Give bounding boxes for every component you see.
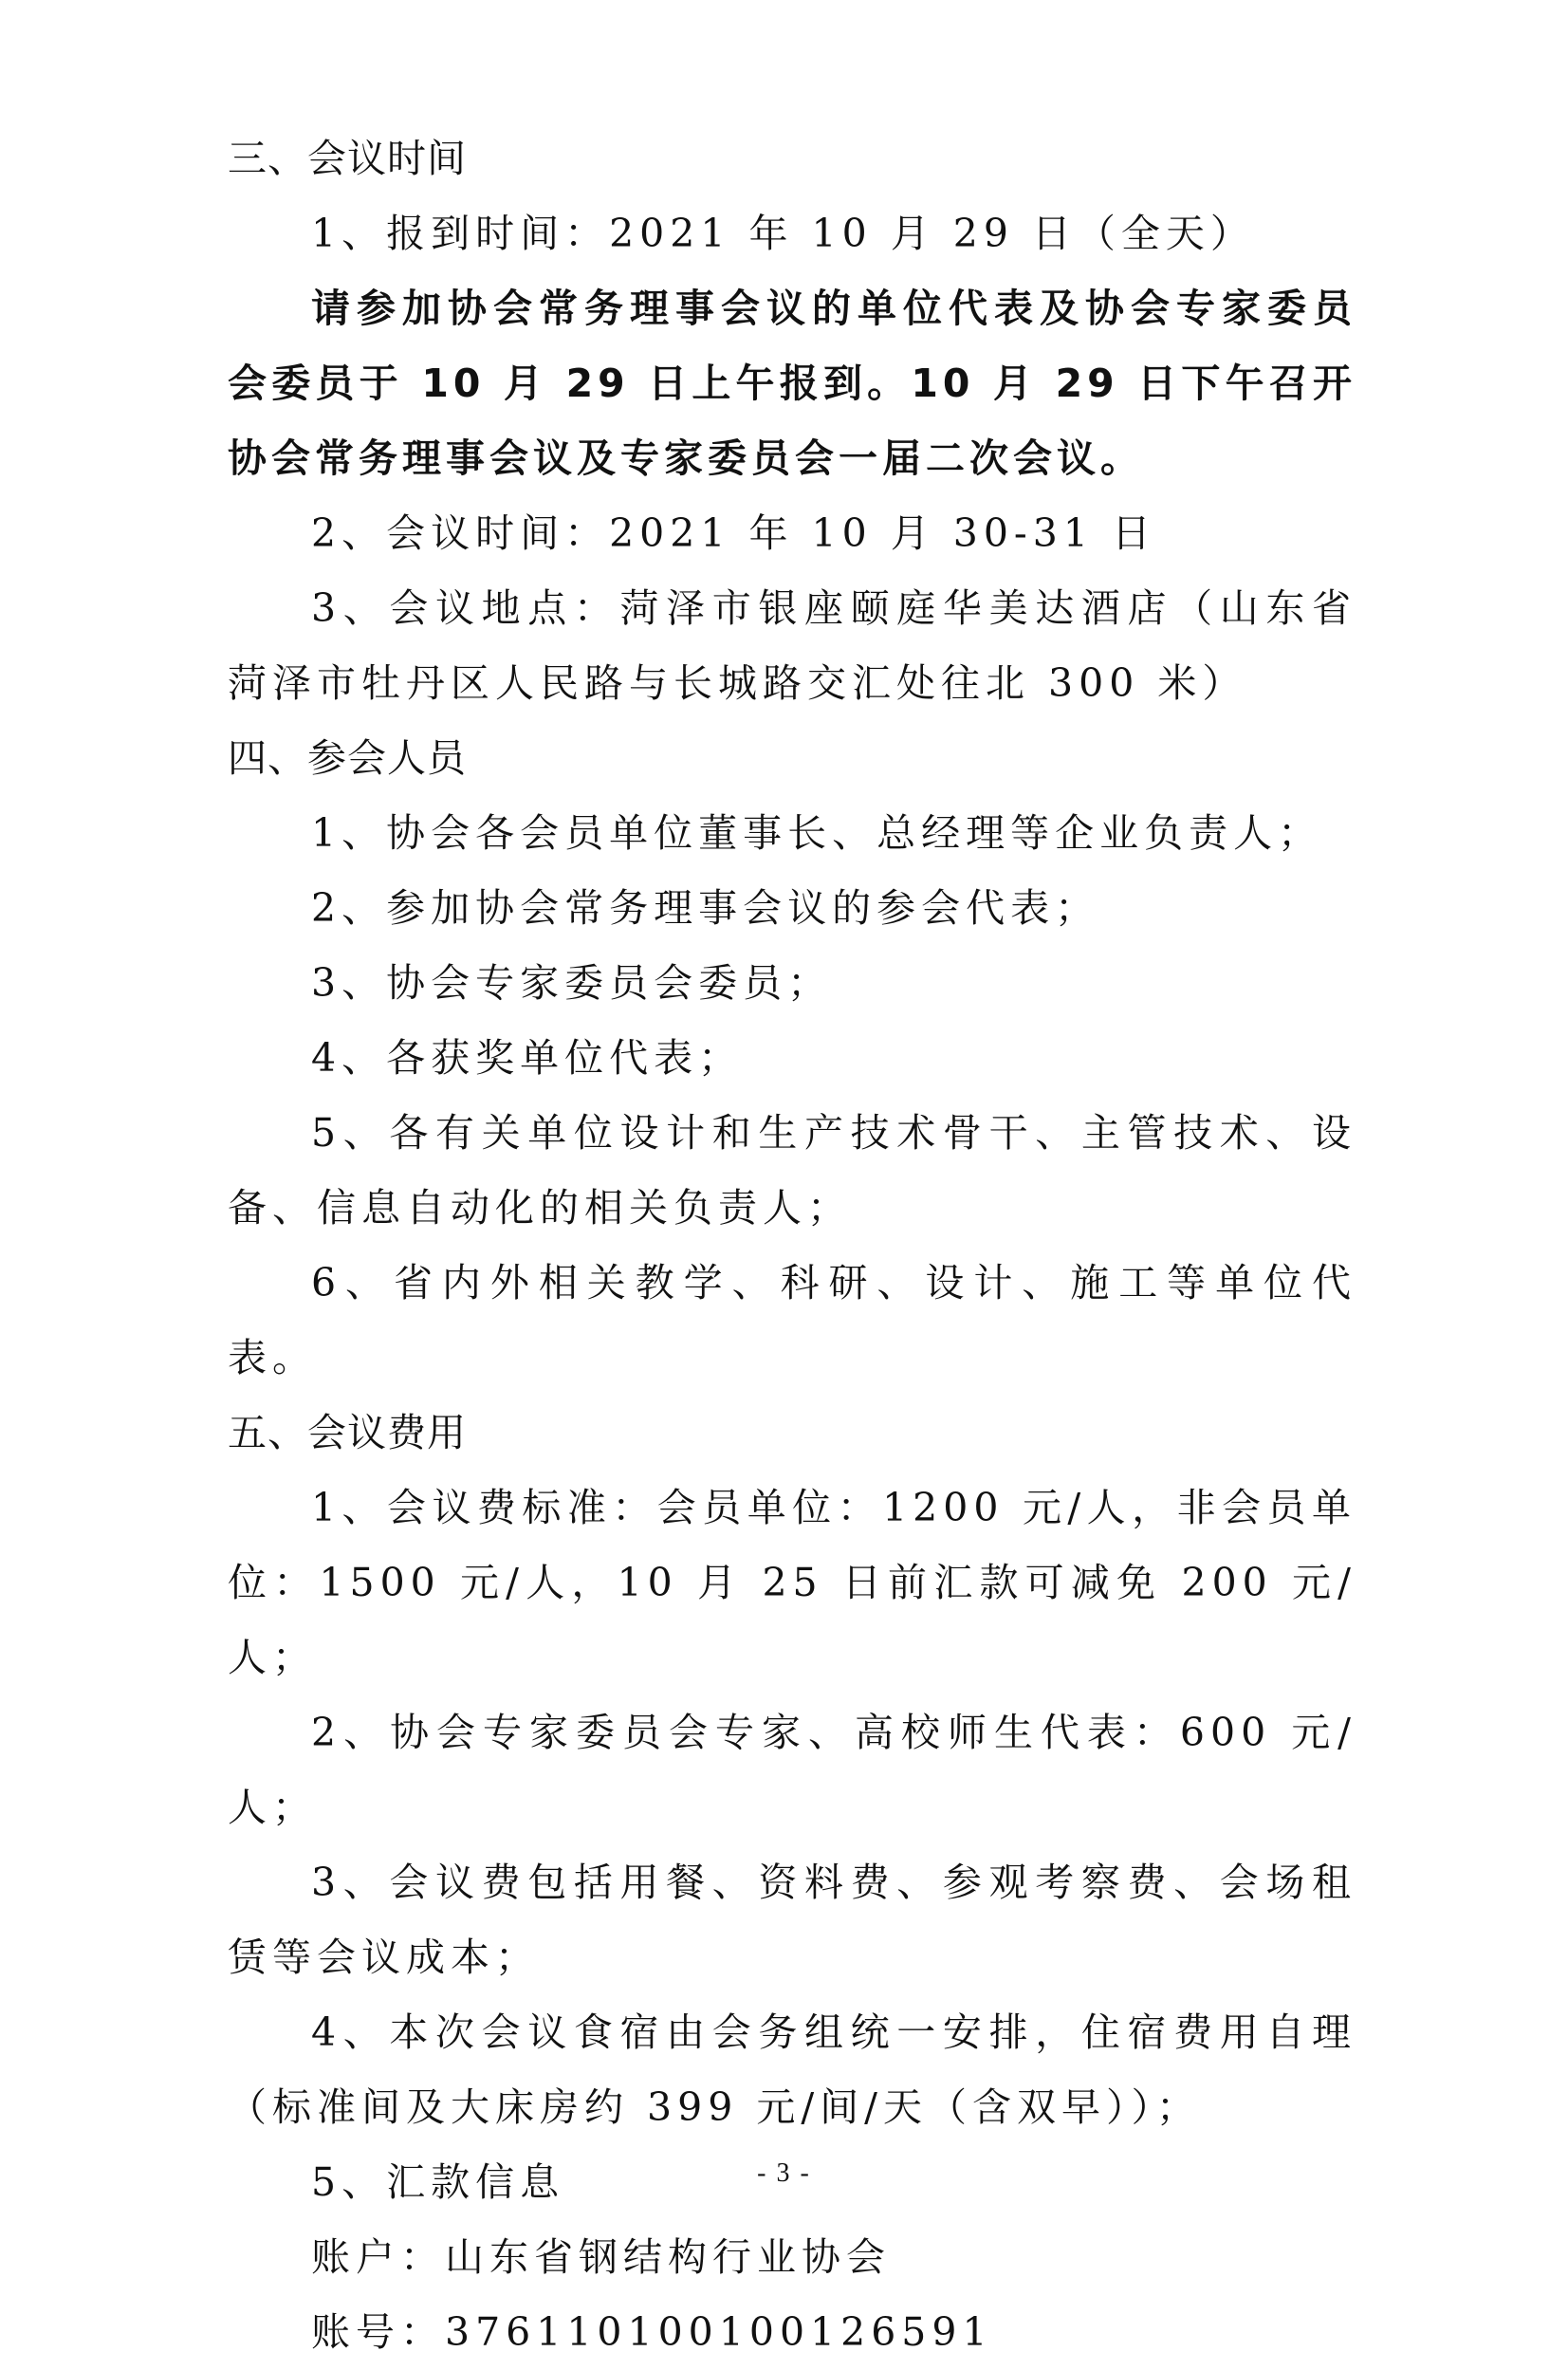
- section-heading-attendees: 四、参会人员: [228, 735, 467, 781]
- list-item-attendee: 3、协会专家委员会委员；: [311, 960, 833, 1006]
- remittance-account-name: 账户：山东省钢结构行业协会: [311, 2234, 891, 2280]
- section-heading-fees: 五、会议费用: [228, 1410, 467, 1455]
- section-heading-meeting-time: 三、会议时间: [228, 136, 467, 181]
- remittance-account-number: 账号：376110100100126591: [311, 2309, 993, 2355]
- paragraph-registration-note: 请参加协会常务理事会议的单位代表及协会专家委员会委员于 10 月 29 日上午报到。10 月 29 日下午召开协会常务理事会议及专家委员会一届二次会议。: [228, 286, 1356, 481]
- list-item-attendee: 1、协会各会员单位董事长、总经理等企业负责人；: [311, 810, 1323, 856]
- list-item-remittance-info: 5、汇款信息: [311, 2159, 565, 2205]
- list-item-fee-standard: 1、会议费标准：会员单位：1200 元/人，非会员单位：1500 元/人，10 月 25 日前汇款可减免 200 元/人；: [228, 1485, 1356, 1680]
- page-number: - 3 -: [757, 2158, 811, 2188]
- list-item-fee-includes: 3、会议费包括用餐、资料费、参观考察费、会场租赁等会议成本；: [228, 1860, 1356, 1980]
- list-item-attendee: 5、各有关单位设计和生产技术骨干、主管技术、设备、信息自动化的相关负责人；: [228, 1110, 1356, 1231]
- document-body: [228, 121, 1356, 2370]
- list-item-fee-expert: 2、协会专家委员会专家、高校师生代表：600 元/人；: [228, 1710, 1356, 1830]
- list-item-attendee: 2、参加协会常务理事会议的参会代表；: [311, 885, 1100, 931]
- list-item-attendee: 6、省内外相关教学、科研、设计、施工等单位代表。: [228, 1260, 1356, 1380]
- list-item-attendee: 4、各获奖单位代表；: [311, 1035, 744, 1081]
- paragraph-meeting-dates: 2、会议时间：2021 年 10 月 30-31 日: [311, 510, 1156, 556]
- paragraph-meeting-venue: 3、会议地点：菏泽市银座颐庭华美达酒店（山东省菏泽市牡丹区人民路与长城路交汇处往北 300 米）: [228, 585, 1356, 706]
- paragraph-registration-time: 1、报到时间：2021 年 10 月 29 日（全天）: [311, 211, 1255, 256]
- list-item-fee-lodging: 4、本次会议食宿由会务组统一安排，住宿费用自理（标准间及大床房约 399 元/间/天（含双早））；: [228, 2009, 1356, 2130]
